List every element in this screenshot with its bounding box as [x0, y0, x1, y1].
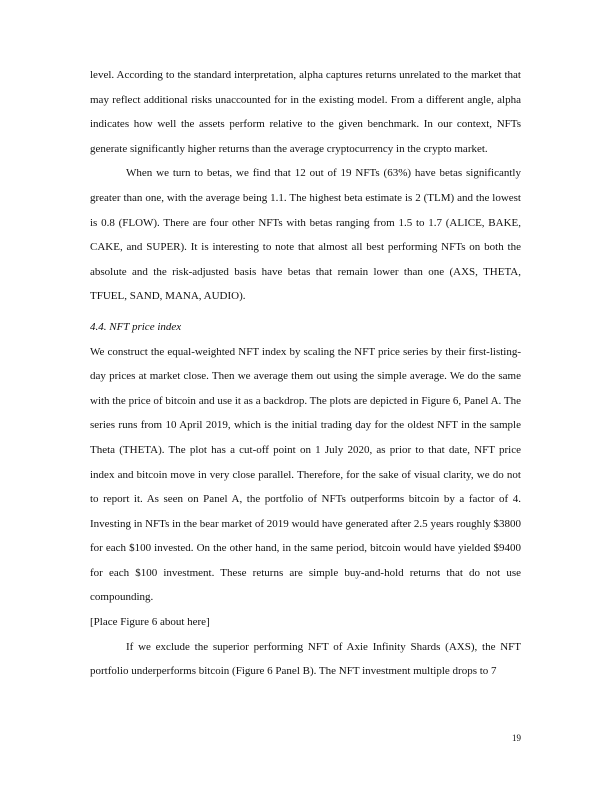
body-text: [90, 63, 521, 684]
paragraph-exclude-axs: If we exclude the superior performing NFT of Axie Infinity Shards (AXS), the NFT portfolio underperforms bitcoin (Figure 6 Panel B). The NFT investment multiple drops to 7: [90, 640, 521, 678]
paragraph-alpha-interpretation: level. According to the standard interpretation, alpha captures returns unrelated to the market that may reflect additional risks unaccounted for in the existing model. From a different angle, alpha indicates how well the assets perform relative to the given benchmark. In our context, NFTs generate significantly higher returns than the average cryptocurrency in the crypto market.: [90, 69, 521, 155]
page-number: 19: [512, 733, 521, 743]
figure-placeholder: [Place Figure 6 about here]: [90, 616, 210, 629]
paragraph-nft-index: We construct the equal-weighted NFT index by scaling the NFT price series by their first-listing-day prices at market close. Then we average them out using the simple average. We do the same with the price of bitcoin and use it as a backdrop. The plots are depicted in Figure 6, Panel A. The series runs from 10 April 2019, which is the initial trading day for the oldest NFT in the sample Theta (THETA). The plot has a cut-off point on 1 July 2020, as prior to that date, NFT price index and bitcoin move in very close parallel. Therefore, for the sake of visual clarity, we do not to report it. As seen on Panel A, the portfolio of NFTs outperforms bitcoin by a factor of 4. Investing in NFTs in the bear market of 2019 would have generated after 2.5 years roughly $3800 for each $100 invested. On the other hand, in the same period, bitcoin would have yielded $9400 for each $100 investment. These returns are simple buy-and-hold returns that do not use compounding.: [90, 345, 521, 604]
paragraph-betas: When we turn to betas, we find that 12 out of 19 NFTs (63%) have betas significantly greater than one, with the average being 1.1. The highest beta estimate is 2 (TLM) and the lowest is 0.8 (FLOW). There are four other NFTs with betas ranging from 1.5 to 1.7 (ALICE, BAKE, CAKE, and SUPER). It is interesting to note that almost all best performing NFTs on both the absolute and the risk-adjusted basis have betas that remain lower than one (AXS, THETA, TFUEL, SAND, MANA, AUDIO).: [90, 167, 521, 303]
section-heading: 4.4. NFT price index: [90, 320, 182, 333]
